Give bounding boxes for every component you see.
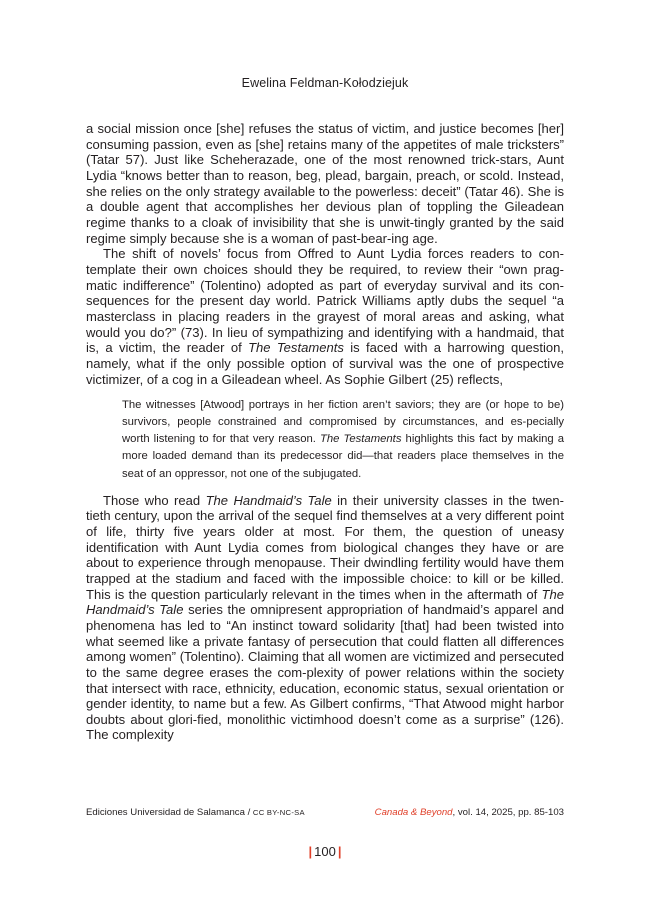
page-number <box>0 844 650 859</box>
footer-citation-line <box>375 807 564 818</box>
paragraph-3-text-b: in their university classes in the twen-tieth century, upon the arrival of the sequel find themselves at a very different point of life, thirty five years older at most. For them, the question of uneasy identification with Aunt Lydia comes from biological changes they have or are about to experience through menopause. Their dwindling fertility would have them trapped at the stadium and faced with the impossible choice: to kill or be killed. This is the question particularly relevant in the times when in the aftermath of <box>86 492 564 602</box>
quote-book-title: The Testaments <box>319 433 402 446</box>
page-number-right-bar: | <box>337 844 342 859</box>
paragraph-3-text-a: Those who read <box>103 492 206 508</box>
paragraph-2-text-b: is faced with a harrowing question, namely, what if the only possible option of survival was the one of prospective victimizer, of a cog in a Gileadean wheel. As Sophie Gilbert (25) reflects, <box>86 340 564 387</box>
book-title: The Handmaid’s Tale <box>86 586 564 618</box>
article-body <box>86 121 564 743</box>
license-badge: CC BY-NC-SA <box>252 808 305 817</box>
quote-text-a: The witnesses [Atwood] portrays in her fiction aren’t saviors; they are (or hope to be) survivors, people constrained and compromised by circumstances, and es-pecially worth listening to for that very reason. <box>122 399 564 446</box>
footer-publisher-line <box>86 807 305 818</box>
paragraph-3-text-c: series the omnipresent appropriation of handmaid’s apparel and phenomena has led to “An instinct toward solidarity [that] had been twisted into what seemed like a private fantasy of persecution that could flatten all differences among women” (Tolentino). Claiming that all women are victimized and persecuted to the same degree erases the com-plexity of power relations within the society that intersect with race, ethnicity, education, economic status, sexual orientation or gender identity, to name but a few. As Gilbert confirms, “That Atwood might harbor doubts about glori-fied, monolithic victimhood doesn’t come as a surprise” (126). The complexity <box>86 602 564 743</box>
journal-name: Canada & Beyond <box>374 807 453 818</box>
quote-text-b: highlights this fact by making a more loaded demand than its predecessor did—that readers place themselves in the seat of an oppressor, not one of the subjugated. <box>122 433 564 480</box>
page-number-value: 100 <box>314 844 336 859</box>
publisher-name: Ediciones Universidad de Salamanca / <box>86 807 253 818</box>
book-title: The Handmaid’s Tale <box>205 492 332 508</box>
citation-details: , vol. 14, 2025, pp. 85-103 <box>452 807 564 818</box>
paragraph-2 <box>86 246 564 387</box>
author-name: Ewelina Feldman-Kołodziejuk <box>241 76 409 90</box>
book-title: The Testaments <box>248 340 344 356</box>
block-quote <box>122 397 564 482</box>
running-header <box>0 76 650 90</box>
paragraph-1: a social mission once [she] refuses the status of victim, and justice becomes [her] consuming passion, even as [she] retains many of the appetites of male tricksters” (Tatar 57). Just like Scheherazade, one of the most renowned trick-stars, Aunt Lydia “knows better than to reason, beg, plead, bargain, preach, or scold. Instead, she relies on the only strategy available to the powerless: deceit” (Tatar 46). She is a double agent that accomplishes her devious plan of toppling the Gileadean regime thanks to a cloak of invisibility that she is unwit-tingly granted by the said regime simply because she is a woman of past-bear-ing age. <box>86 121 564 246</box>
paragraph-2-text-a: The shift of novels’ focus from Offred to Aunt Lydia forces readers to con-template their own choices should they be required, to review their “own prag-matic indifference” (Tolentino) adopted as part of everyday survival and its con-sequences for the present day world. Patrick Williams aptly dubs the sequel “a masterclass in placing readers in the grayest of moral areas and asking, what would you do?” (73). In lieu of sympathizing and identifying with a handmaid, that is, a victim, the reader of <box>86 246 564 356</box>
paragraph-3 <box>86 493 564 744</box>
page-number-left-bar: | <box>308 844 313 859</box>
